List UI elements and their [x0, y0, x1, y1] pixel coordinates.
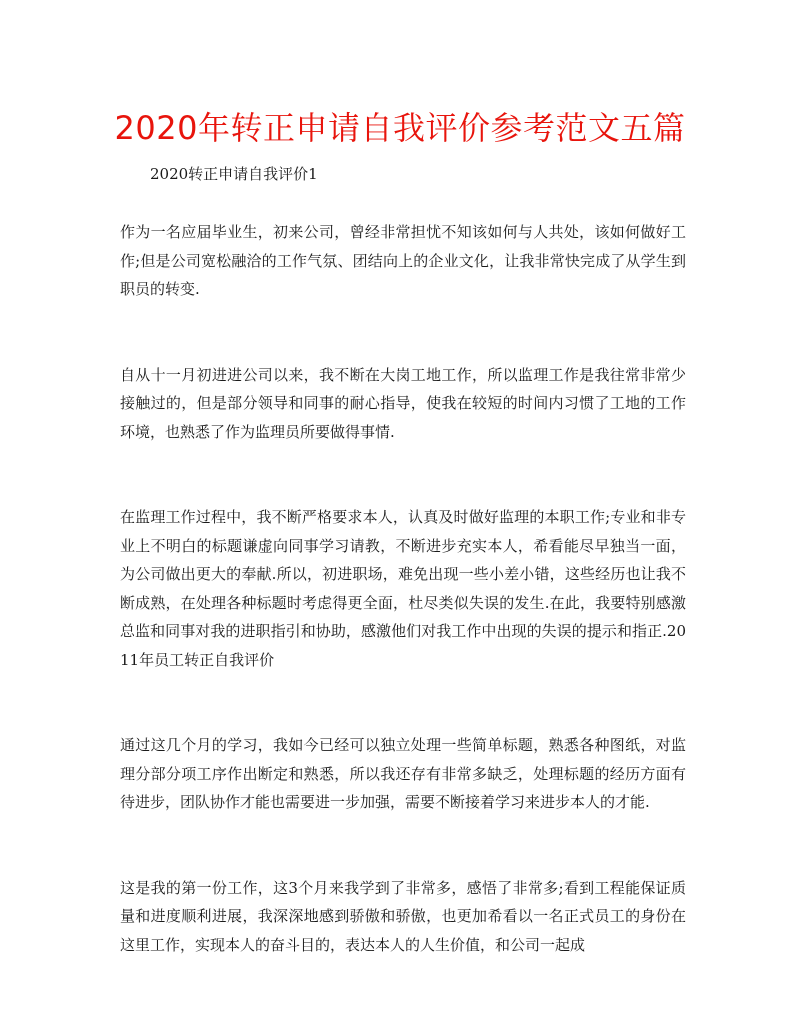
section-heading: 2020转正申请自我评价1	[150, 165, 318, 183]
paragraph-3: 在监理工作过程中，我不断严格要求本人，认真及时做好监理的本职工作;专业和非专业上不明白的标题谦虚向同事学习请教，不断进步充实本人，希看能尽早独当一面，为公司做出更大的奉献.所以，初进职场，难免出现一些小差小错，这些经历也让我不断成熟，在处理各种标题时考虑得更全面，杜尽类似失误的发生.在此，我要特别感激总监和同事对我的进职指引和协助，感激他们对我工作中出现的失误的提示和指正.2011年员工转正自我评价	[120, 508, 686, 669]
document-body	[120, 218, 686, 1016]
paragraph-2: 自从十一月初进进公司以来，我不断在大岗工地工作，所以监理工作是我往常非常少接触过的，但是部分领导和同事的耐心指导，使我在较短的时间内习惯了工地的工作环境，也熟悉了作为监理员所要做得事情.	[120, 365, 686, 441]
paragraph-5: 这是我的第一份工作，这3个月来我学到了非常多，感悟了非常多;看到工程能保证质量和进度顺利进展，我深深地感到骄傲和骄傲，也更加希看以一名正式员工的身份在这里工作，实现本人的奋斗目的，表达本人的人生价值，和公司一起成	[120, 878, 686, 954]
paragraph-1: 作为一名应届毕业生，初来公司，曾经非常担忧不知该如何与人共处，该如何做好工作;但是公司宽松融洽的工作气氛、团结向上的企业文化，让我非常快完成了从学生到职员的转变.	[120, 223, 686, 298]
paragraph-4: 通过这几个月的学习，我如今已经可以独立处理一些简单标题，熟悉各种图纸，对监理分部分项工序作出断定和熟悉，所以我还存有非常多缺乏，处理标题的经历方面有待进步，团队协作才能也需要进一步加强，需要不断接着学习来进步本人的才能.	[120, 736, 686, 811]
document-title: 2020年转正申请自我评价参考范文五篇	[114, 109, 686, 147]
